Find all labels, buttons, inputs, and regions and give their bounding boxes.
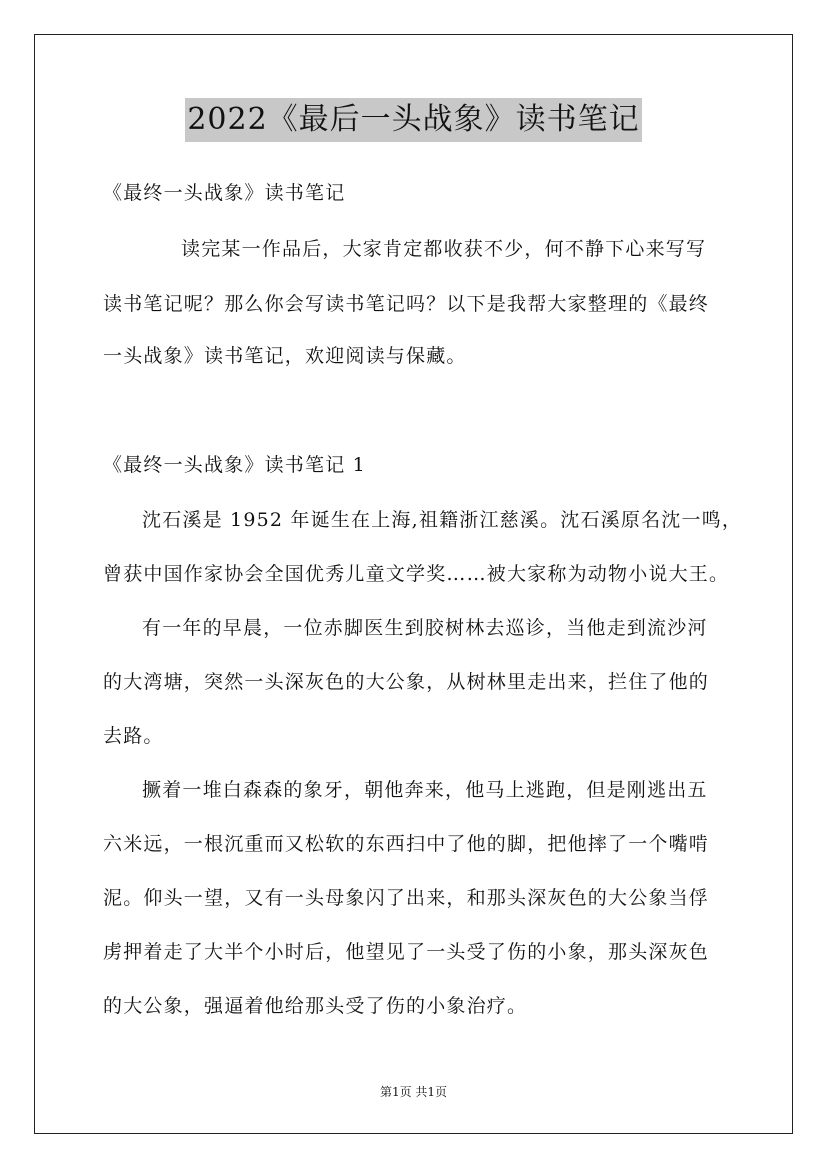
body-line: 虏押着走了大半个小时后，他望见了一头受了伤的小象，那头深灰色 [103,941,710,963]
title-container [0,98,827,142]
body-line: 去路。 [103,725,164,747]
document-title: 2022《最后一头战象》读书笔记 [185,98,641,142]
intro-line: 一头战象》读书笔记，欢迎阅读与保藏。 [103,345,467,367]
page-footer: 第1页 共1页 [379,1085,448,1099]
body-line: 泥。仰头一望，又有一头母象闪了出来，和那头深灰色的大公象当俘 [103,887,710,909]
body-line: 有一年的早晨，一位赤脚医生到胶树林去巡诊，当他走到流沙河 [142,617,708,639]
subtitle: 《最终一头战象》读书笔记 [103,182,346,204]
intro-line: 读完某一作品后，大家肯定都收获不少，何不静下心来写写 [181,238,707,260]
intro-line: 读书笔记呢？那么你会写读书笔记吗？以下是我帮大家整理的《最终 [103,293,710,315]
body-line: 沈石溪是 1952 年诞生在上海,祖籍浙江慈溪。沈石溪原名沈一鸣， [142,509,743,531]
body-line: 的大公象，强逼着他给那头受了伤的小象治疗。 [103,995,528,1017]
body-line: 的大湾塘，突然一头深灰色的大公象，从树林里走出来，拦住了他的 [103,671,710,693]
body-line: 六米远，一根沉重而又松软的东西扫中了他的脚，把他摔了一个嘴啃 [103,833,710,855]
body-line: 曾获中国作家协会全国优秀儿童文学奖……被大家称为动物小说大王。 [103,563,730,585]
section-heading: 《最终一头战象》读书笔记 1 [103,454,366,476]
body-line: 撅着一堆白森森的象牙，朝他奔来，他马上逃跑，但是刚逃出五 [142,779,708,801]
